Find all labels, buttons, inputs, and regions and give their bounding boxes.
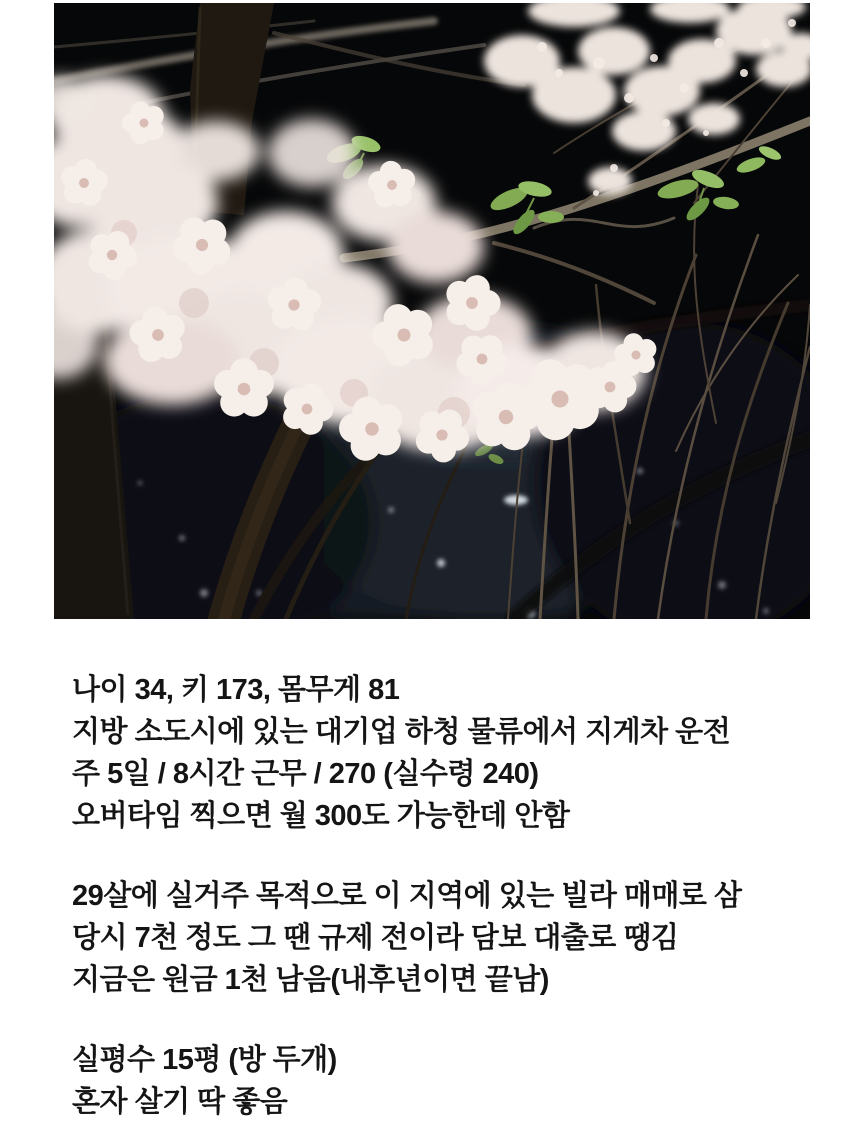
post-line: 오버타임 찍으면 월 300도 가능한데 안함 [72, 800, 570, 832]
post-line: 나이 34, 키 173, 몸무게 81 [72, 674, 400, 706]
post-line: 지방 소도시에 있는 대기업 하청 물류에서 지게차 운전 [72, 716, 731, 748]
post-line: 29살에 실거주 목적으로 이 지역에 있는 빌라 매매로 삼 [72, 880, 742, 912]
post-paragraph-3 [72, 1039, 814, 1123]
post-line: 실평수 15평 (방 두개) [72, 1044, 337, 1076]
post-paragraph-1 [72, 669, 814, 837]
post-line: 당시 7천 정도 그 땐 규제 전이라 담보 대출로 땡김 [72, 922, 679, 954]
cherry-blossom-photo [54, 3, 810, 619]
post-screenshot [0, 3, 854, 1143]
post-line: 주 5일 / 8시간 근무 / 270 (실수령 240) [72, 758, 539, 790]
post-body [72, 669, 814, 1123]
post-paragraph-2 [72, 875, 814, 1001]
post-line: 혼자 살기 딱 좋음 [72, 1086, 288, 1118]
post-line: 지금은 원금 1천 남음(내후년이면 끝남) [72, 964, 549, 996]
